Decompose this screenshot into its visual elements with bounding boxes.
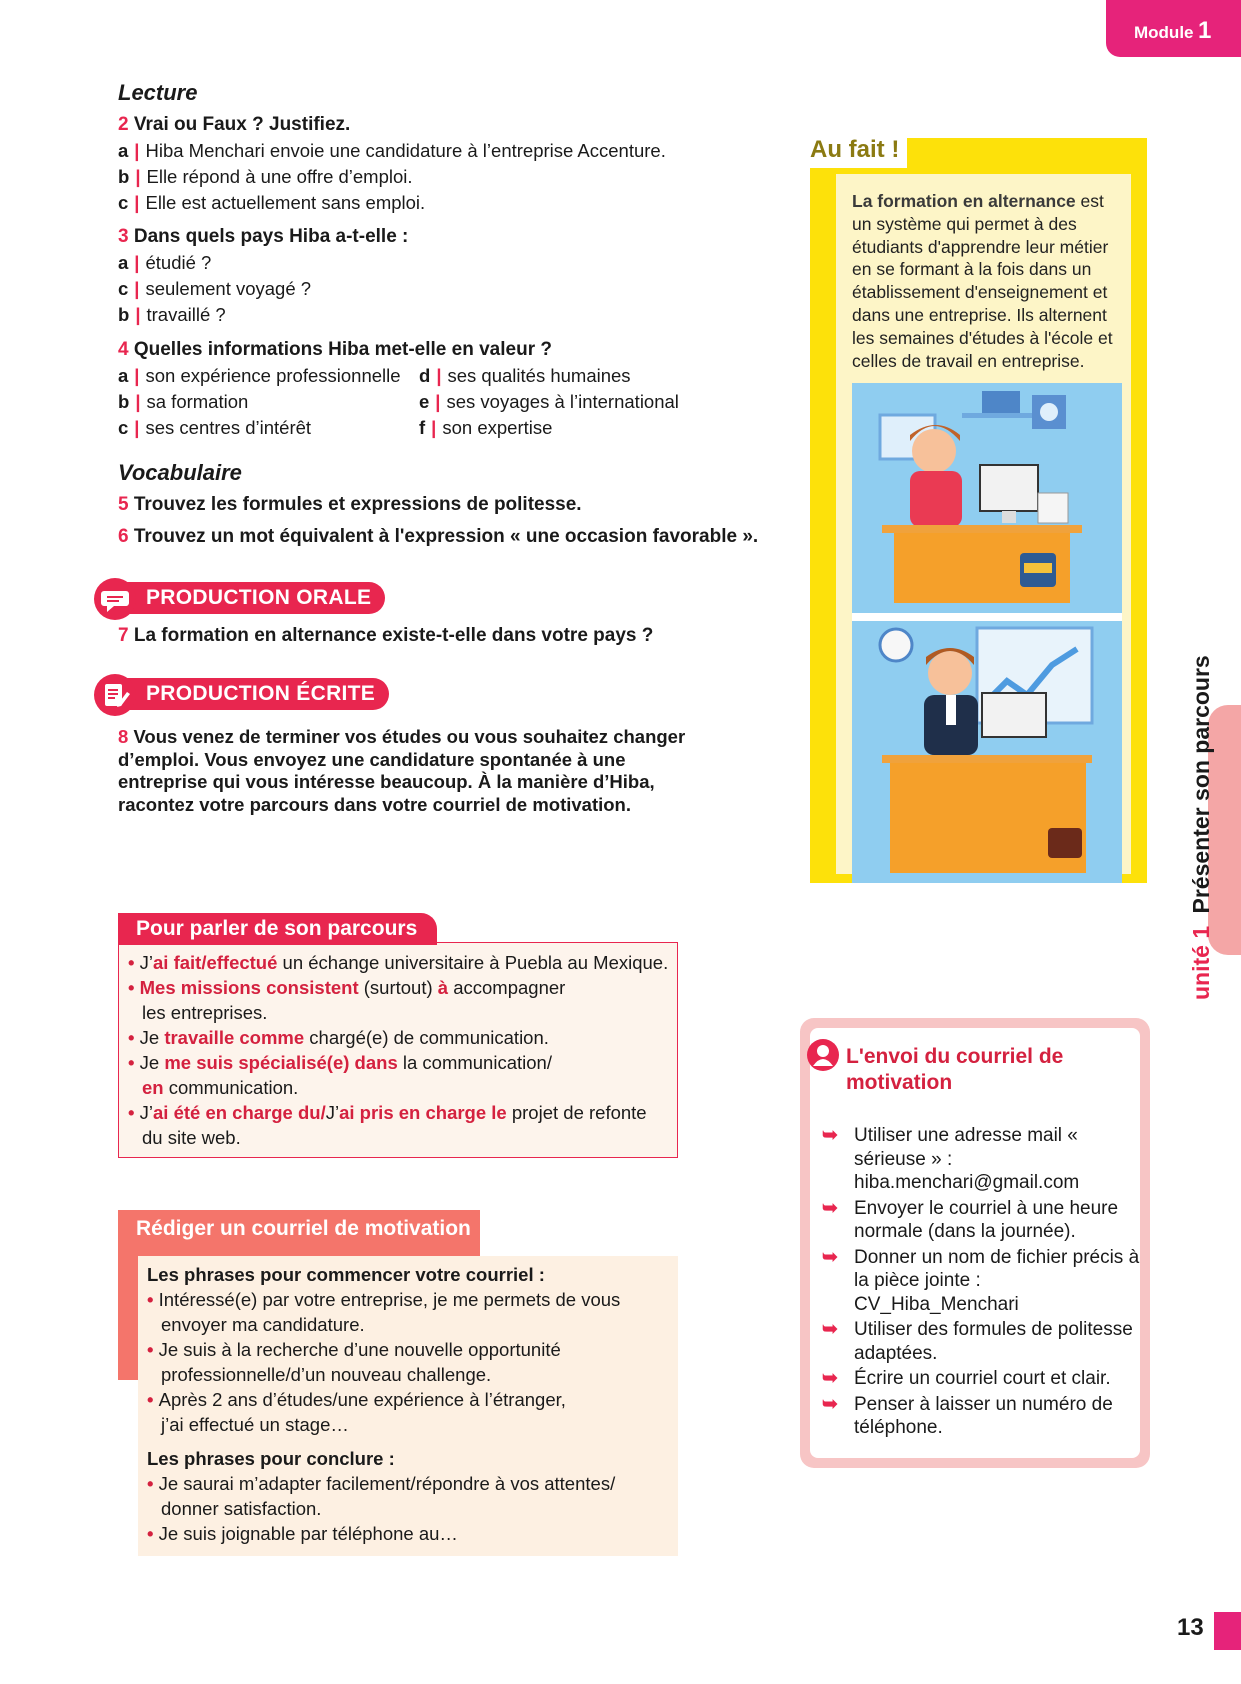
pour-parler-list (128, 950, 673, 1150)
rediger-title: Rédiger un courriel de motivation (136, 1217, 471, 1240)
list-item: • Je saurai m’adapter facilement/répondre à vos attentes/ donner satisfaction. (147, 1473, 616, 1519)
option: a | étudié ? (118, 252, 212, 273)
list-item: • J’ai fait/effectué un échange universitaire à Puebla au Mexique. (128, 952, 669, 973)
production-orale-title: PRODUCTION ORALE (124, 582, 385, 614)
user-icon (806, 1038, 840, 1077)
arrow-icon: ➥ (822, 1319, 838, 1340)
au-fait-label: Au fait ! (810, 134, 907, 168)
question-3: 3 Dans quels pays Hiba a-t-elle : (118, 226, 409, 247)
rediger-text (147, 1262, 677, 1546)
list-item: ➥ Utiliser des formules de politesse adaptées. (822, 1319, 1133, 1364)
envoi-list (822, 1124, 1140, 1442)
writing-icon (94, 674, 136, 716)
arrow-icon: ➥ (822, 1393, 838, 1415)
module-number: 1 (1198, 17, 1212, 44)
module-tab (1106, 0, 1241, 57)
list-item: ➥ Donner un nom de fichier précis à la pièce jointe : CV_Hiba_Menchari (822, 1246, 1140, 1315)
arrow-icon: ➥ (822, 1125, 838, 1146)
question-6: 6 Trouvez un mot équivalent à l'expression « une occasion favorable ». (118, 526, 759, 547)
option: a | son expérience professionnelle (118, 365, 401, 386)
envoi-title: L'envoi du courriel de motivation (846, 1045, 1064, 1094)
option: b | Elle répond à une offre d’emploi. (118, 166, 413, 187)
page-number: 13 (1177, 1614, 1204, 1641)
page-marker (1214, 1612, 1241, 1650)
production-ecrite-header (94, 674, 394, 708)
production-orale-header (94, 578, 394, 612)
alternance-illustration (852, 383, 1122, 883)
question-4-options-left (118, 363, 418, 441)
module-label: Module (1134, 23, 1194, 42)
question-4: 4 Quelles informations Hiba met-elle en valeur ? (118, 339, 552, 360)
arrow-icon: ➥ (822, 1368, 838, 1389)
option: c | Elle est actuellement sans emploi. (118, 192, 426, 213)
option: b | sa formation (118, 391, 249, 412)
option: c | ses centres d’intérêt (118, 417, 312, 438)
start-heading: Les phrases pour commencer votre courriel : (147, 1264, 545, 1285)
list-item: ➥ Penser à laisser un numéro de téléphone. (822, 1393, 1113, 1438)
question-4-options-right (419, 363, 739, 441)
list-item: • Mes missions consistent (surtout) à accompagner les entreprises. (128, 977, 566, 1023)
list-item: • Je suis joignable par téléphone au… (147, 1523, 458, 1544)
list-item: • Je suis à la recherche d’une nouvelle opportunité professionnelle/d’un nouveau challenge. (147, 1339, 561, 1385)
question-7: 7 La formation en alternance existe-t-elle dans votre pays ? (118, 625, 654, 646)
list-item: ➥ Utiliser une adresse mail « sérieuse » : hiba.menchari@gmail.com (822, 1125, 1080, 1193)
end-heading: Les phrases pour conclure : (147, 1448, 395, 1469)
question-2: 2 Vrai ou Faux ? Justifiez. (118, 114, 351, 135)
option: c | seulement voyagé ? (118, 278, 312, 299)
lecture-title: Lecture (118, 80, 198, 105)
arrow-icon: ➥ (822, 1246, 838, 1268)
unit-side-label: unité 1 Présenter son parcours (1188, 655, 1214, 1000)
list-item: ➥ Envoyer le courriel à une heure normale (dans la journée). (822, 1197, 1119, 1242)
list-item: • Je travaille comme chargé(e) de communication. (128, 1027, 549, 1048)
question-3-options (118, 250, 738, 328)
option: e | ses voyages à l’international (419, 391, 679, 412)
question-8: 8 Vous venez de terminer vos études ou vous souhaitez changer d’emploi. Vous envoyez une candidature spontanée à une entreprise qui vous intéresse beaucoup. À la manière d’Hiba, racontez votre parcours dans votre courriel de motivation. (118, 726, 686, 815)
list-item: • Après 2 ans d’études/une expérience à l’étranger, j’ai effectué un stage… (147, 1389, 566, 1435)
arrow-icon: ➥ (822, 1197, 838, 1219)
option: d | ses qualités humaines (419, 365, 631, 386)
speech-bubble-icon (94, 578, 136, 620)
question-2-options (118, 138, 738, 216)
vocabulaire-title: Vocabulaire (118, 460, 242, 485)
list-item: • J’ai été en charge du/J’ai pris en charge le projet de refonte du site web. (128, 1102, 647, 1148)
list-item: ➥ Écrire un courriel court et clair. (822, 1368, 1111, 1389)
production-ecrite-title: PRODUCTION ÉCRITE (124, 678, 389, 710)
list-item: • Intéressé(e) par votre entreprise, je me permets de vous envoyer ma candidature. (147, 1289, 621, 1335)
list-item: • Je me suis spécialisé(e) dans la communication/ en communication. (128, 1052, 552, 1098)
pour-parler-title: Pour parler de son parcours (118, 913, 437, 945)
option: a | Hiba Menchari envoie une candidature à l’entreprise Accenture. (118, 140, 666, 161)
option: b | travaillé ? (118, 304, 226, 325)
au-fait-text: La formation en alternance est un système qui permet à des étudiants d'apprendre leur métier en se formant à la fois dans un établissement d'enseignement et dans une entreprise. Ils alternent les semaines d'études à l'école et celles de travail en entreprise. (852, 191, 1113, 371)
question-5: 5 Trouvez les formules et expressions de politesse. (118, 494, 582, 515)
option: f | son expertise (419, 417, 553, 438)
